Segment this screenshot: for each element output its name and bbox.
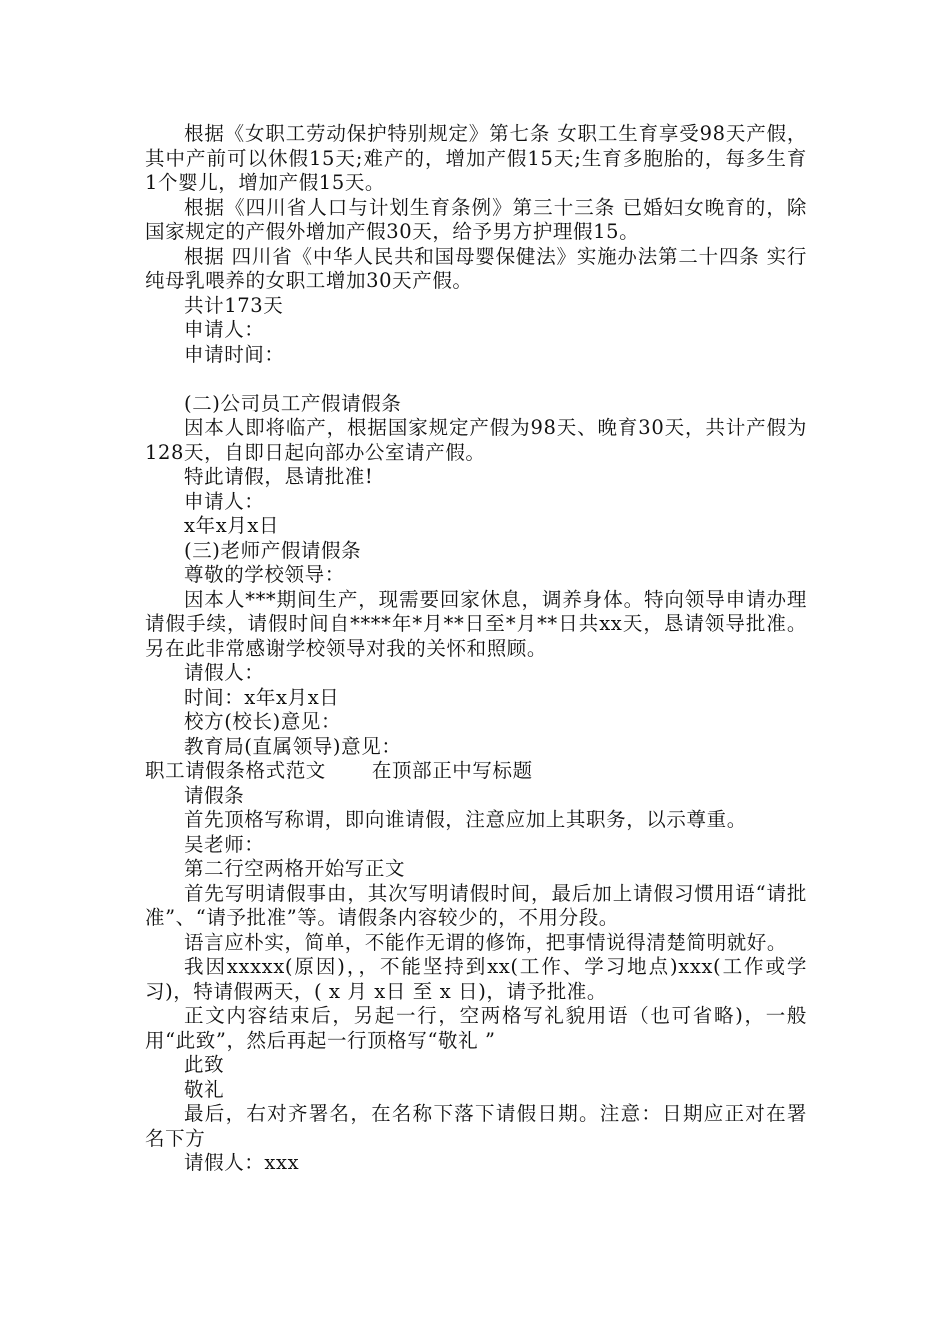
section-heading-company-leave: (二)公司员工产假请假条 (184, 391, 402, 415)
paragraph-date-placeholder: x年x月x日 (184, 514, 280, 537)
paragraph-signature-instruction: 最后，右对齐署名，在名称下落下请假日期。注意：日期应正对在署名下方 (145, 1102, 807, 1150)
paragraph-application-time: 申请时间： (184, 342, 285, 366)
paragraph-body-example: 我因xxxxx(原因)，，不能坚持到xx(工作、学习地点)xxx(工作或学习)，特请假两天，( x 月 x日 至 x 日)，请予批准。 (145, 955, 807, 1003)
paragraph-leave-person: 请假人： (184, 661, 265, 684)
paragraph-applicant: 申请人： (184, 318, 265, 341)
paragraph-reason-instruction: 首先写明请假事由，其次写明请假时间，最后加上请假习惯用语“请批准”、“请予批准”等。请假条内容较少的，不用分段。 (145, 881, 807, 929)
document-page (145, 122, 807, 1176)
section-heading-teacher-leave: (三)老师产假请假条 (184, 538, 362, 562)
paragraph-salutation-instruction: 首先顶格写称谓，即向谁请假，注意应加上其职务，以示尊重。 (184, 808, 747, 831)
paragraph-total-days: 共计173天 (184, 293, 284, 317)
format-heading-title: 职工请假条格式范文 (145, 759, 326, 782)
paragraph-maternal-health-law: 根据 四川省《中华人民共和国母婴保健法》实施办法第二十四条 实行纯母乳喂养的女职工增加30天产假。 (145, 244, 807, 292)
paragraph-body-instruction: 第二行空两格开始写正文 (184, 857, 406, 880)
paragraph-education-bureau-opinion: 教育局(直属领导)意见： (184, 734, 402, 758)
paragraph-closing-jingli: 敬礼 (184, 1077, 225, 1101)
format-heading-row (145, 759, 807, 784)
format-heading-note: 在顶部正中写标题 (371, 759, 533, 782)
paragraph-sichuan-family-planning: 根据《四川省人口与计划生育条例》第三十三条 已婚妇女晚育的，除国家规定的产假外增加产假30天，给予男方护理假15。 (145, 195, 807, 243)
paragraph-request-approval: 特此请假，恳请批准! (184, 465, 374, 488)
paragraph-applicant-2: 申请人： (184, 489, 265, 513)
paragraph-language-instruction: 语言应朴实，简单，不能作无谓的修饰，把事情说得清楚简明就好。 (184, 930, 788, 954)
blank-line (145, 367, 807, 392)
paragraph-salutation-example: 吴老师： (184, 832, 265, 856)
paragraph-female-worker-regulation: 根据《女职工劳动保护特别规定》第七条 女职工生育享受98天产假，其中产前可以休假15天;难产的，增加产假15天;生育多胞胎的，每多生育1个婴儿，增加产假15天。 (145, 122, 807, 194)
paragraph-closing-cizhi: 此致 (184, 1053, 225, 1076)
paragraph-closing-instruction: 正文内容结束后，另起一行，空两格写礼貌用语（也可省略)，一般用“此致”，然后再起一行顶格写“敬礼 ” (145, 1004, 807, 1052)
paragraph-signature-example: 请假人：xxx (184, 1151, 300, 1174)
paragraph-teacher-leave-body: 因本人***期间生产，现需要回家休息，调养身体。特向领导申请办理请假手续，请假时间自****年*月**日至*月**日共xx天，恳请领导批准。另在此非常感谢学校领导对我的关怀和照顾。 (145, 587, 807, 660)
paragraph-time: 时间：x年x月x日 (184, 685, 340, 709)
paragraph-salutation-school: 尊敬的学校领导： (184, 563, 345, 586)
paragraph-company-leave-body: 因本人即将临产，根据国家规定产假为98天、晚育30天，共计产假为128天，自即日起向部办公室请产假。 (145, 416, 807, 464)
paragraph-leave-note-title: 请假条 (184, 783, 245, 807)
paragraph-principal-opinion: 校方(校长)意见： (184, 710, 342, 733)
